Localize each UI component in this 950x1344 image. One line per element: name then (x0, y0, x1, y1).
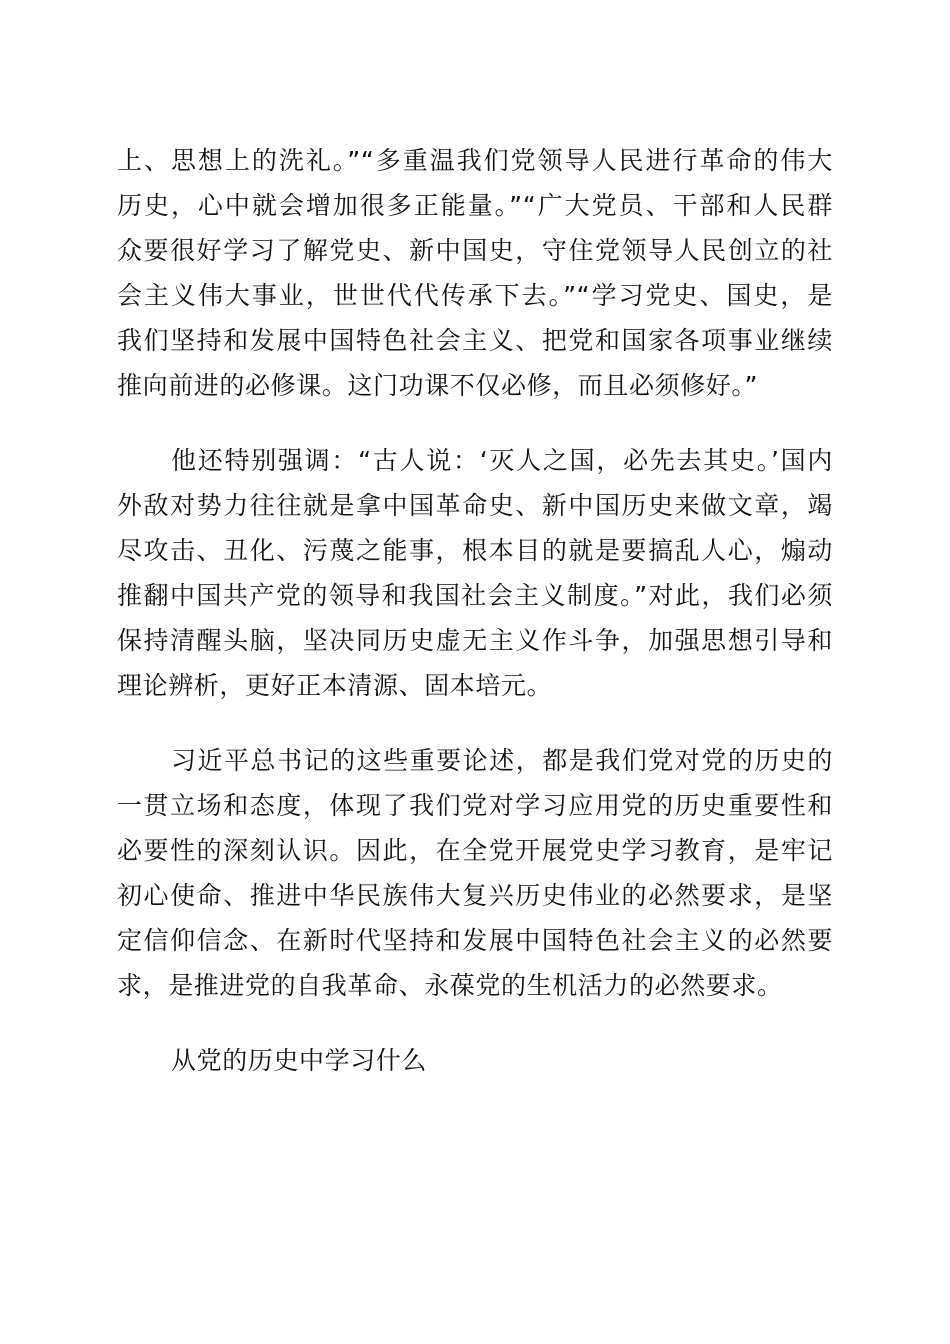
text-line: 初心使命、推进中华民族伟大复兴历史伟业的必然要求，是坚 (117, 881, 833, 910)
text-line: 必要性的深刻认识。因此，在全党开展党史学习教育，是牢记 (117, 836, 833, 865)
text-line: 尽攻击、丑化、污蔑之能事，根本目的就是要搞乱人心，煽动 (117, 536, 833, 565)
paragraph-gap (117, 708, 833, 738)
paragraph-gap (117, 1008, 833, 1038)
text-line: 理论辨析，更好正本清源、固本培元。 (117, 671, 553, 700)
text-line: 习近平总书记的这些重要论述，都是我们党对党的历史的 (171, 746, 833, 775)
section-heading (117, 1038, 833, 1083)
text-line: 定信仰信念、在新时代坚持和发展中国特色社会主义的必然要 (117, 926, 833, 955)
text-line: 一贯立场和态度，体现了我们党对学习应用党的历史重要性和 (117, 791, 833, 820)
paragraph-emphasis (117, 438, 833, 708)
text-line: 上、思想上的洗礼。”“多重温我们党领导人民进行革命的伟大 (117, 146, 833, 175)
paragraph-significance (117, 738, 833, 1008)
text-line: 众要很好学习了解党史、新中国史，守住党领导人民创立的社 (117, 236, 833, 265)
text-line: 会主义伟大事业，世世代代传承下去。”“学习党史、国史，是 (117, 281, 833, 310)
text-line: 他还特别强调：“古人说：‘灭人之国，必先去其史。’国内 (171, 446, 833, 475)
paragraph-quotes-continued (117, 138, 833, 408)
document-body (117, 138, 833, 1083)
text-line: 外敌对势力往往就是拿中国革命史、新中国历史来做文章，竭 (117, 491, 833, 520)
section-heading-text: 从党的历史中学习什么 (171, 1046, 428, 1075)
text-line: 历史，心中就会增加很多正能量。”“广大党员、干部和人民群 (117, 191, 833, 220)
text-line: 求，是推进党的自我革命、永葆党的生机活力的必然要求。 (117, 971, 783, 1000)
text-line: 我们坚持和发展中国特色社会主义、把党和国家各项事业继续 (117, 326, 833, 355)
text-line: 推翻中国共产党的领导和我国社会主义制度。”对此，我们必须 (117, 581, 833, 610)
text-line: 保持清醒头脑，坚决同历史虚无主义作斗争，加强思想引导和 (117, 626, 833, 655)
text-line: 推向前进的必修课。这门功课不仅必修，而且必须修好。” (117, 371, 759, 400)
paragraph-gap (117, 408, 833, 438)
